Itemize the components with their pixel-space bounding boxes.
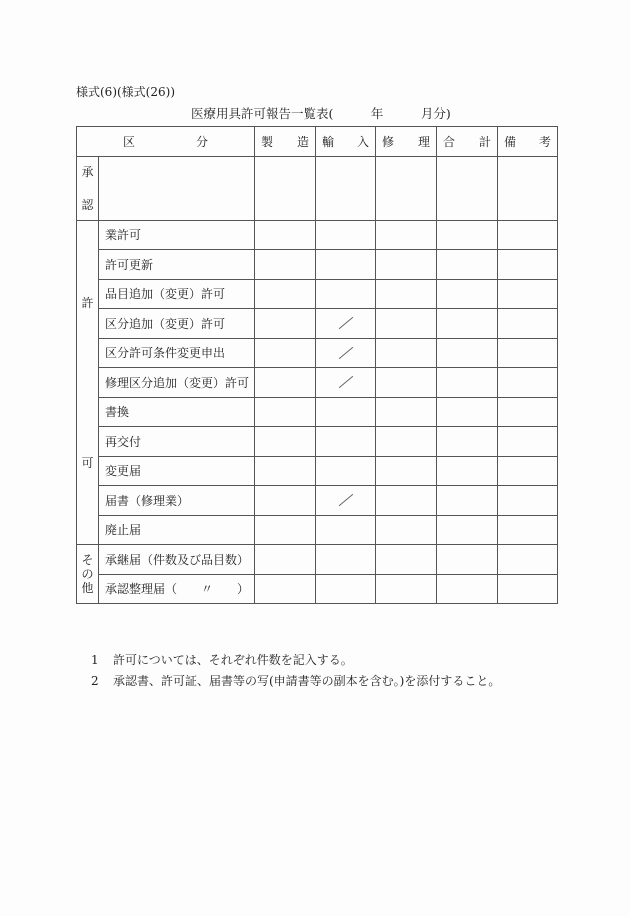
license-row [77, 456, 558, 486]
row-label: 承認整理届（ 〃 ） [99, 574, 255, 604]
approval-row [77, 156, 558, 220]
row-label: 品目追加（変更）許可 [99, 279, 255, 309]
row-label: 許可更新 [99, 250, 255, 280]
other-row [77, 545, 558, 575]
not-applicable-slash [316, 338, 376, 368]
license-row [77, 338, 558, 368]
report-table [76, 126, 558, 604]
other-row [77, 574, 558, 604]
form-number: 様式(6)(様式(26)) [76, 85, 175, 99]
not-applicable-slash [316, 309, 376, 339]
row-label: 届書（修理業） [99, 486, 255, 516]
license-row [77, 220, 558, 250]
not-applicable-slash [316, 486, 376, 516]
row-label: 区分追加（変更）許可 [99, 309, 255, 339]
header-remarks: 備 考 [498, 127, 558, 157]
section-approval: 承 認 [77, 156, 99, 220]
row-label: 廃止届 [99, 515, 255, 545]
license-row [77, 427, 558, 457]
note-2: 2 承認書、許可証、届書等の写(申請書等の副本を含む。)を添付すること。 [91, 674, 501, 688]
section-other: そ の 他 [77, 545, 99, 604]
section-license: 許 可 [77, 220, 99, 545]
license-row [77, 515, 558, 545]
row-label: 修理区分追加（変更）許可 [99, 368, 255, 398]
row-label: 承継届（件数及び品目数） [99, 545, 255, 575]
header-repair: 修 理 [376, 127, 437, 157]
not-applicable-slash [316, 368, 376, 398]
note-1: 1 許可については、それぞれ件数を記入する。 [91, 653, 353, 667]
notes [91, 650, 500, 692]
license-row [77, 250, 558, 280]
document-title: 医療用具許可報告一覧表( 年 月分) [191, 106, 451, 121]
license-row [77, 279, 558, 309]
row-label: 区分許可条件変更申出 [99, 338, 255, 368]
approval-label-cell [99, 156, 255, 220]
header-total: 合 計 [437, 127, 498, 157]
header-row [77, 127, 558, 157]
row-label: 変更届 [99, 456, 255, 486]
row-label: 再交付 [99, 427, 255, 457]
row-label: 書換 [99, 397, 255, 427]
row-label: 業許可 [99, 220, 255, 250]
header-import: 輸 入 [316, 127, 376, 157]
header-kubun: 区 分 [77, 127, 255, 157]
license-row [77, 309, 558, 339]
license-row [77, 368, 558, 398]
license-row [77, 397, 558, 427]
license-row [77, 486, 558, 516]
header-manufacture: 製 造 [255, 127, 316, 157]
